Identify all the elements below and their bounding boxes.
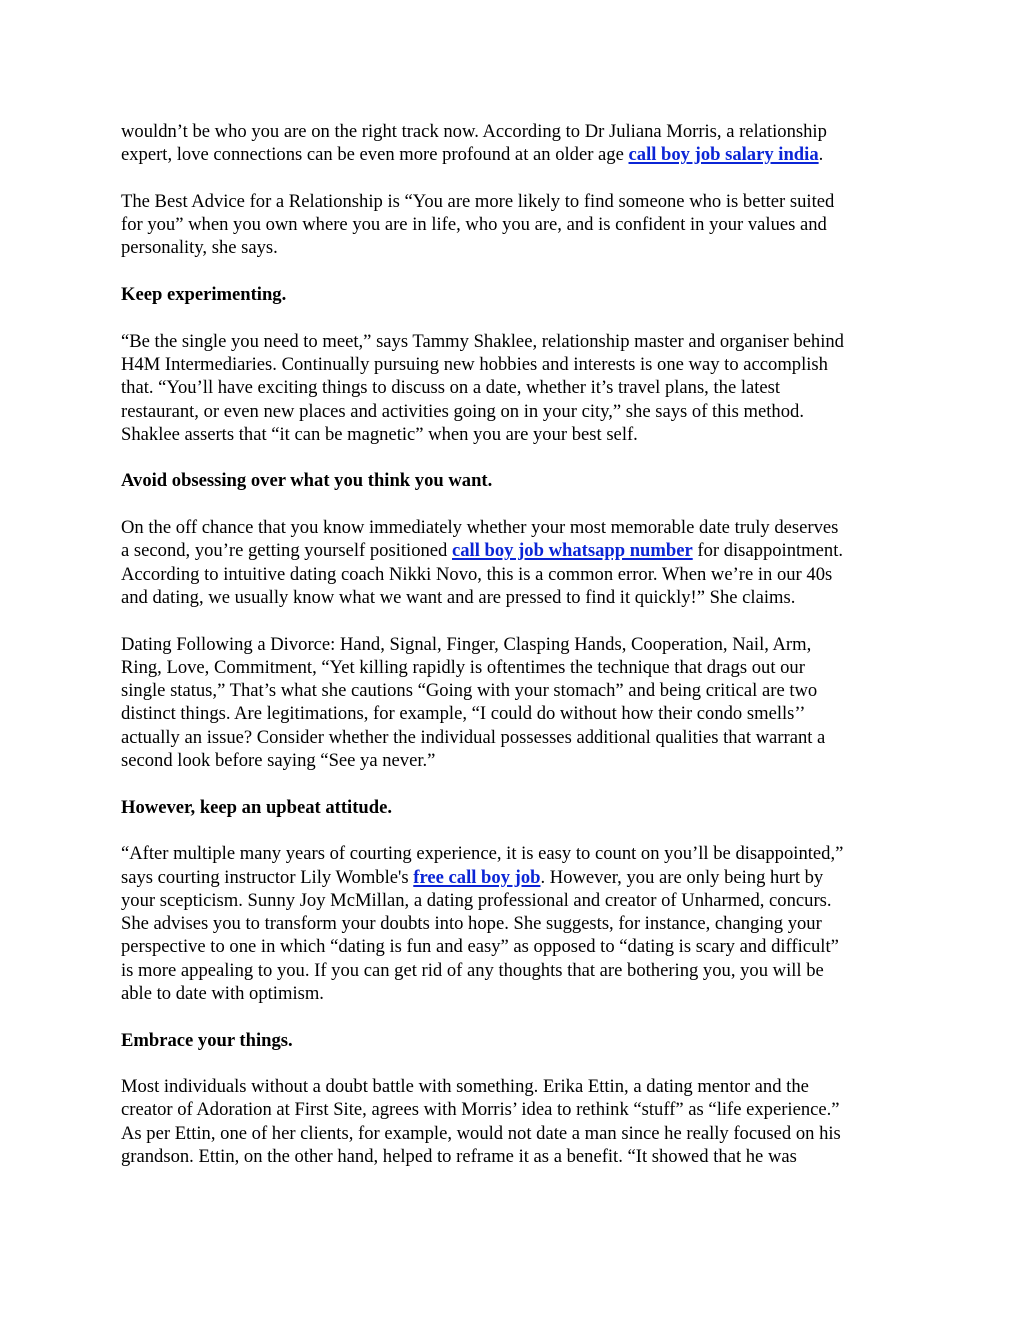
paragraph-line: able to date with optimism.	[121, 982, 324, 1004]
paragraph-6	[121, 842, 906, 1005]
paragraph-line: creator of Adoration at First Site, agrees with Morris’ idea to rethink “stuff” as “life experience.”	[121, 1099, 840, 1121]
paragraph-line: single status,” That’s what she cautions “Going with your stomach” and being critical are two	[121, 680, 818, 702]
paragraph-line: “Be the single you need to meet,” says Tammy Shaklee, relationship master and organiser behind	[121, 330, 844, 352]
paragraph-3	[121, 330, 906, 446]
paragraph-7	[121, 1075, 906, 1168]
link-call-boy-job-salary-india[interactable]: call boy job salary india	[628, 144, 819, 166]
paragraph-line: H4M Intermediaries. Continually pursuing new hobbies and interests is one way to accomplish	[121, 353, 828, 375]
paragraph-line: As per Ettin, one of her clients, for example, would not date a man since he really focused on his	[121, 1122, 841, 1144]
paragraph-line: According to intuitive dating coach Nikki Novo, this is a common error. When we’re in our 40s	[121, 563, 833, 585]
section-heading-upbeat-attitude: However, keep an upbeat attitude.	[121, 796, 392, 818]
paragraph-line: Most individuals without a doubt battle with something. Erika Ettin, a dating mentor and the	[121, 1076, 809, 1098]
paragraph-1	[121, 120, 906, 167]
paragraph-line: Shaklee asserts that “it can be magnetic” when you are your best self.	[121, 423, 638, 445]
text-run: .	[818, 144, 824, 166]
paragraph-line: The Best Advice for a Relationship is “You are more likely to find someone who is better suited	[121, 190, 835, 212]
section-heading-avoid-obsessing: Avoid obsessing over what you think you want.	[121, 470, 493, 492]
paragraph-line: and dating, we usually know what we want and are pressed to find it quickly!” She claims.	[121, 586, 796, 608]
paragraph-line: restaurant, or even new places and activities going on in your city,” she says of this method.	[121, 400, 804, 422]
document-page	[121, 120, 906, 1192]
paragraph-line	[121, 866, 906, 889]
text-run: a second, you’re getting yourself positioned	[121, 540, 452, 562]
paragraph-line: actually an issue? Consider whether the individual possesses additional qualities that warrant a	[121, 726, 826, 748]
text-run: expert, love connections can be even more profound at an older age	[121, 144, 629, 166]
paragraph-line: distinct things. Are legitimations, for example, “I could do without how their condo smells’’	[121, 703, 806, 725]
text-run: for disappointment.	[692, 540, 844, 562]
paragraph-line	[121, 539, 906, 562]
paragraph-line: She advises you to transform your doubts into hope. She suggests, for instance, changing your	[121, 913, 822, 935]
section-heading-embrace-your-things: Embrace your things.	[121, 1029, 293, 1051]
paragraph-line: Ring, Love, Commitment, “Yet killing rapidly is oftentimes the technique that drags out our	[121, 656, 805, 678]
paragraph-line: your scepticism. Sunny Joy McMillan, a dating professional and creator of Unharmed, concurs.	[121, 889, 832, 911]
paragraph-2	[121, 190, 906, 260]
paragraph-5	[121, 633, 906, 773]
paragraph-line: perspective to one in which “dating is fun and easy” as opposed to “dating is scary and difficult”	[121, 936, 839, 958]
paragraph-line: personality, she says.	[121, 237, 278, 259]
paragraph-line: Dating Following a Divorce: Hand, Signal, Finger, Clasping Hands, Cooperation, Nail, Arm,	[121, 633, 812, 655]
text-run: . However, you are only being hurt by	[540, 866, 824, 888]
paragraph-4	[121, 516, 906, 609]
section-heading-keep-experimenting: Keep experimenting.	[121, 284, 287, 306]
paragraph-line: second look before saying “See ya never.”	[121, 750, 436, 772]
paragraph-line: On the off chance that you know immediately whether your most memorable date truly deserves	[121, 517, 839, 539]
paragraph-line: wouldn’t be who you are on the right track now. According to Dr Juliana Morris, a relationship	[121, 121, 827, 142]
link-call-boy-job-whatsapp-number[interactable]: call boy job whatsapp number	[452, 540, 693, 562]
paragraph-line: that. “You’ll have exciting things to discuss on a date, whether it’s travel plans, the latest	[121, 377, 781, 399]
paragraph-line: grandson. Ettin, on the other hand, helped to reframe it as a benefit. “It showed that he was	[121, 1146, 797, 1168]
link-free-call-boy-job[interactable]: free call boy job	[413, 866, 541, 888]
paragraph-line	[121, 143, 906, 166]
paragraph-line: for you” when you own where you are in life, who you are, and is confident in your values and	[121, 214, 827, 236]
paragraph-line: is more appealing to you. If you can get rid of any thoughts that are bothering you, you will be	[121, 959, 824, 981]
text-run: says courting instructor Lily Womble's	[121, 866, 414, 888]
paragraph-line: “After multiple many years of courting experience, it is easy to count on you’ll be disappointed,”	[121, 843, 844, 865]
